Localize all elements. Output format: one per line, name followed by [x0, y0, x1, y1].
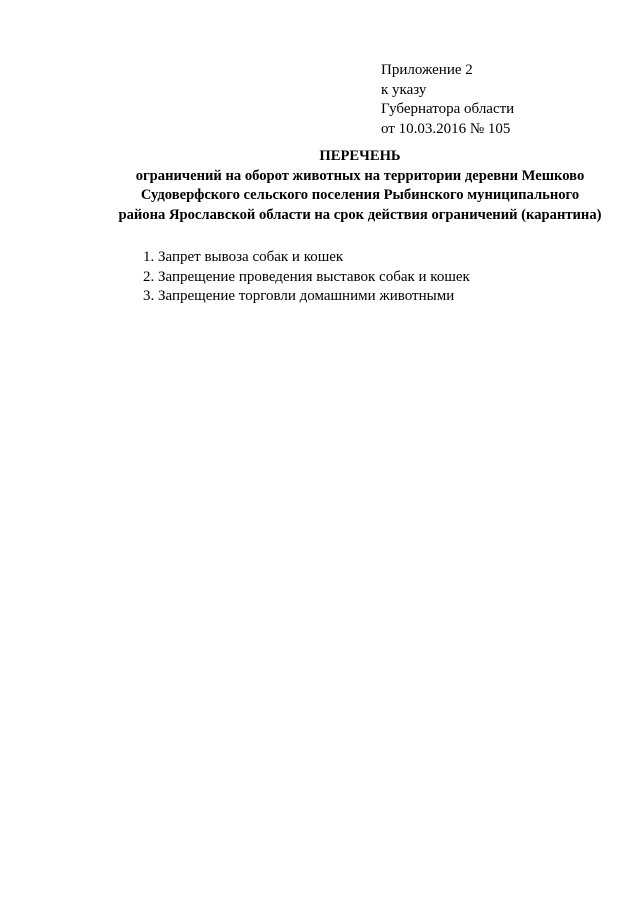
- document-title: ПЕРЕЧЕНЬ: [319, 148, 401, 164]
- annex-to-decree: к указу: [381, 81, 427, 98]
- list-item-number: 3.: [143, 288, 155, 304]
- list-item-number: 2.: [143, 268, 155, 285]
- list-item: [143, 287, 470, 307]
- annex-reference: [381, 61, 514, 139]
- list-item: [143, 268, 470, 288]
- annex-date-number: от 10.03.2016 № 105: [381, 120, 511, 137]
- annex-governor: Губернатора области: [381, 101, 515, 117]
- document-subtitle-line-1: ограничений на оборот животных на территории деревни Мешково: [135, 167, 585, 184]
- document-subtitle-line-2: Судоверфского сельского поселения Рыбинского муниципального: [140, 187, 580, 203]
- list-item-text: Запрещение проведения выставок собак и кошек: [158, 268, 470, 285]
- list-item: [143, 248, 470, 268]
- document-heading: [90, 147, 630, 225]
- annex-number: Приложение 2: [381, 62, 473, 78]
- restrictions-list: [143, 248, 470, 307]
- list-item-text: Запрет вывоза собак и кошек: [158, 249, 344, 265]
- list-item-text: Запрещение торговли домашними животными: [158, 288, 455, 304]
- list-item-number: 1.: [143, 249, 155, 265]
- document-subtitle-line-3: района Ярославской области на срок действия ограничений (карантина): [118, 206, 602, 223]
